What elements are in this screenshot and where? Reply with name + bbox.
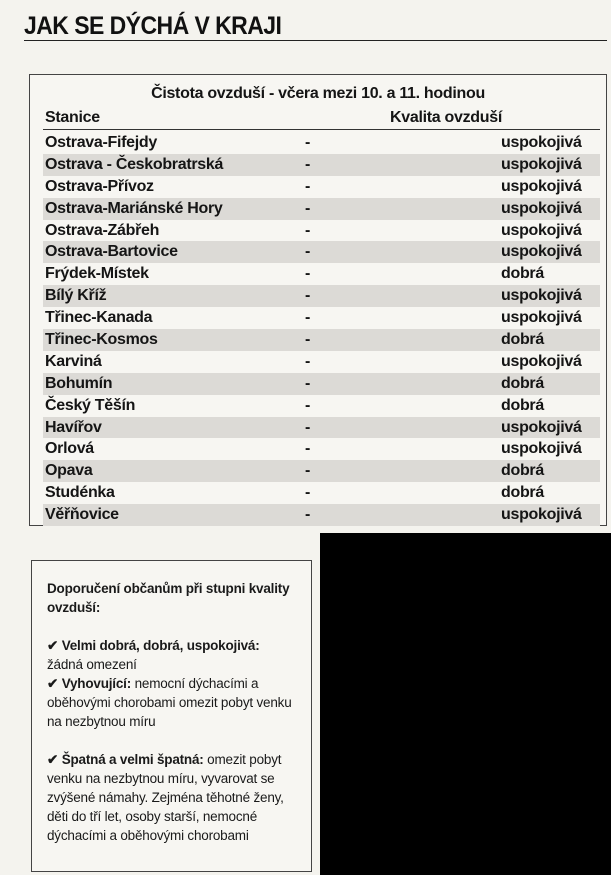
table-row xyxy=(43,395,600,417)
air-quality-value: uspokojivá xyxy=(501,352,582,370)
air-quality-value: dobrá xyxy=(501,484,544,502)
headline-rule xyxy=(24,40,607,41)
recommendations-content xyxy=(47,579,302,845)
table-row xyxy=(43,241,600,263)
station-name: Český Těšín xyxy=(45,396,136,414)
row-dash: - xyxy=(305,134,311,151)
row-dash: - xyxy=(305,309,311,327)
air-quality-value: uspokojivá xyxy=(501,243,582,261)
recommendation-item xyxy=(47,636,302,674)
recommendation-label: Velmi dobrá, dobrá, uspokojivá: xyxy=(61,638,260,653)
air-quality-table xyxy=(29,74,607,526)
table-title: Čistota ovzduší - včera mezi 10. a 11. hodinou xyxy=(151,85,485,102)
table-row xyxy=(43,417,600,439)
station-name: Frýdek-Místek xyxy=(45,265,149,283)
column-header-station: Stanice xyxy=(45,109,100,126)
station-name: Orlová xyxy=(45,440,94,458)
air-quality-value: dobrá xyxy=(501,396,544,414)
table-row xyxy=(43,307,600,329)
recommendations-heading: Doporučení občanům při stupni kvality ovzduší: xyxy=(47,581,290,615)
table-row xyxy=(43,132,600,154)
table-rows xyxy=(43,132,600,526)
air-quality-value: dobrá xyxy=(501,374,544,392)
recommendation-text: žádná omezení xyxy=(47,657,137,672)
table-row xyxy=(43,285,600,307)
air-quality-value: uspokojivá xyxy=(501,309,582,327)
check-icon: ✔ xyxy=(47,676,59,691)
air-quality-value: uspokojivá xyxy=(501,177,582,195)
table-row xyxy=(43,504,600,526)
air-quality-value: uspokojivá xyxy=(501,221,582,239)
table-row xyxy=(43,263,600,285)
table-row xyxy=(43,438,600,460)
station-name: Ostrava-Bartovice xyxy=(45,243,178,261)
row-dash: - xyxy=(305,506,311,524)
row-dash: - xyxy=(305,199,311,217)
header-rule xyxy=(43,129,600,130)
row-dash: - xyxy=(305,221,311,239)
air-quality-value: dobrá xyxy=(501,265,544,283)
air-quality-value: uspokojivá xyxy=(501,418,582,436)
air-quality-value: uspokojivá xyxy=(501,134,582,151)
recommendation-item xyxy=(47,750,302,845)
row-dash: - xyxy=(305,287,311,305)
recommendation-item xyxy=(47,674,302,731)
check-icon: ✔ xyxy=(47,638,59,653)
row-dash: - xyxy=(305,177,311,195)
table-row xyxy=(43,351,600,373)
table-row xyxy=(43,373,600,395)
station-name: Třinec-Kosmos xyxy=(45,331,158,349)
station-name: Ostrava-Zábřeh xyxy=(45,221,160,239)
row-dash: - xyxy=(305,331,311,349)
row-dash: - xyxy=(305,155,311,173)
station-name: Ostrava-Přívoz xyxy=(45,177,154,195)
row-dash: - xyxy=(305,440,311,458)
row-dash: - xyxy=(305,374,311,392)
recommendations-box xyxy=(31,560,312,872)
table-row xyxy=(43,329,600,351)
air-quality-value: dobrá xyxy=(501,331,544,349)
station-name: Karviná xyxy=(45,352,102,370)
table-row xyxy=(43,220,600,242)
table-row xyxy=(43,482,600,504)
row-dash: - xyxy=(305,484,311,502)
row-dash: - xyxy=(305,418,311,436)
station-name: Věřňovice xyxy=(45,506,119,524)
station-name: Ostrava - Českobratrská xyxy=(45,155,224,173)
station-name: Opava xyxy=(45,462,93,480)
recommendation-text: omezit pobyt venku na nezbytnou míru, vyvarovat se zvýšené námahy. Zejména těhotné ženy, děti do tří let, osoby starší, nemocné dýchacími a oběhovými chorobami xyxy=(47,752,284,843)
recommendation-label: Vyhovující: xyxy=(61,676,132,691)
air-quality-value: uspokojivá xyxy=(501,440,582,458)
row-dash: - xyxy=(305,462,311,480)
recommendation-text: nemocní dýchacími a oběhovými chorobami omezit pobyt venku na nezbytnou míru xyxy=(47,676,292,729)
station-name: Ostrava-Mariánské Hory xyxy=(45,199,223,217)
check-icon: ✔ xyxy=(47,752,59,767)
air-quality-value: dobrá xyxy=(501,462,544,480)
headline: JAK SE DÝCHÁ V KRAJI xyxy=(24,12,282,40)
station-name: Havířov xyxy=(45,418,102,436)
table-row xyxy=(43,198,600,220)
redacted-area xyxy=(320,533,611,875)
row-dash: - xyxy=(305,352,311,370)
row-dash: - xyxy=(305,396,311,414)
recommendation-label: Špatná a velmi špatná: xyxy=(61,752,204,767)
air-quality-value: uspokojivá xyxy=(501,155,582,173)
station-name: Bohumín xyxy=(45,374,113,392)
air-quality-value: uspokojivá xyxy=(501,287,582,305)
station-name: Třinec-Kanada xyxy=(45,309,153,327)
air-quality-value: uspokojivá xyxy=(501,506,582,524)
station-name: Ostrava-Fifejdy xyxy=(45,134,157,151)
row-dash: - xyxy=(305,265,311,283)
table-row xyxy=(43,154,600,176)
station-name: Studénka xyxy=(45,484,115,502)
table-row xyxy=(43,460,600,482)
row-dash: - xyxy=(305,243,311,261)
column-header-quality: Kvalita ovzduší xyxy=(390,109,502,126)
table-row xyxy=(43,176,600,198)
air-quality-value: uspokojivá xyxy=(501,199,582,217)
station-name: Bílý Kříž xyxy=(45,287,107,305)
